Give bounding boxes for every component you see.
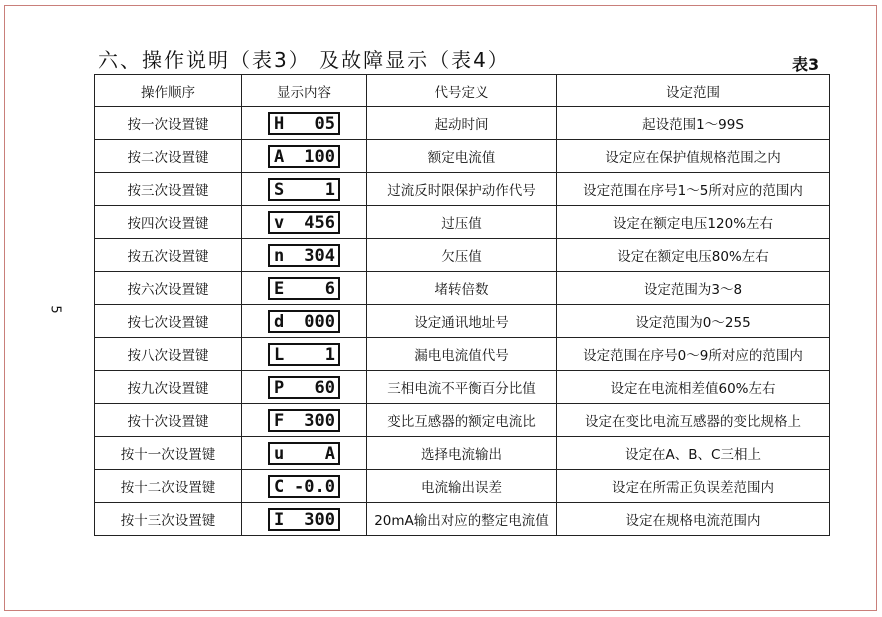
operation-cell: 按九次设置键 xyxy=(95,371,242,404)
display-cell xyxy=(242,305,367,338)
settings-table xyxy=(94,74,830,536)
range-cell: 设定范围为3～8 xyxy=(557,272,830,305)
lcd-display xyxy=(268,277,340,300)
range-cell: 设定在额定电压80%左右 xyxy=(557,239,830,272)
definition-cell: 堵转倍数 xyxy=(367,272,557,305)
operation-cell: 按十一次设置键 xyxy=(95,437,242,470)
lcd-value: 000 xyxy=(304,311,335,332)
lcd-code: u xyxy=(274,443,285,464)
definition-cell: 20mA输出对应的整定电流值 xyxy=(367,503,557,536)
lcd-value: 1 xyxy=(324,179,335,200)
operation-cell: 按十次设置键 xyxy=(95,404,242,437)
lcd-code: P xyxy=(274,377,285,398)
range-cell: 起设范围1～99S xyxy=(557,107,830,140)
lcd-value: 300 xyxy=(304,509,335,530)
display-cell xyxy=(242,437,367,470)
lcd-code: n xyxy=(274,245,285,266)
display-cell xyxy=(242,470,367,503)
definition-cell: 过流反时限保护动作代号 xyxy=(367,173,557,206)
header-operation: 操作顺序 xyxy=(95,75,242,107)
lcd-code: H xyxy=(274,113,285,134)
lcd-value: 05 xyxy=(314,113,335,134)
operation-cell: 按一次设置键 xyxy=(95,107,242,140)
range-cell: 设定范围在序号0～9所对应的范围内 xyxy=(557,338,830,371)
range-cell: 设定在所需正负误差范围内 xyxy=(557,470,830,503)
lcd-value: 300 xyxy=(304,410,335,431)
table-row xyxy=(95,173,830,206)
display-cell xyxy=(242,272,367,305)
table-row xyxy=(95,140,830,173)
lcd-display xyxy=(268,310,340,333)
lcd-display xyxy=(268,112,340,135)
definition-cell: 额定电流值 xyxy=(367,140,557,173)
lcd-value: 6 xyxy=(324,278,335,299)
page-number: 5 xyxy=(47,305,63,314)
lcd-display xyxy=(268,409,340,432)
operation-cell: 按十二次设置键 xyxy=(95,470,242,503)
definition-cell: 三相电流不平衡百分比值 xyxy=(367,371,557,404)
header-definition: 代号定义 xyxy=(367,75,557,107)
display-cell xyxy=(242,173,367,206)
operation-cell: 按二次设置键 xyxy=(95,140,242,173)
range-cell: 设定范围在序号1～5所对应的范围内 xyxy=(557,173,830,206)
table-row xyxy=(95,503,830,536)
header-display: 显示内容 xyxy=(242,75,367,107)
table-row xyxy=(95,272,830,305)
range-cell: 设定在电流相差值60%左右 xyxy=(557,371,830,404)
table-header-row xyxy=(95,75,830,107)
display-cell xyxy=(242,107,367,140)
table-row xyxy=(95,239,830,272)
lcd-display xyxy=(268,211,340,234)
range-cell: 设定应在保护值规格范围之内 xyxy=(557,140,830,173)
lcd-value: 456 xyxy=(304,212,335,233)
definition-cell: 过压值 xyxy=(367,206,557,239)
display-cell xyxy=(242,239,367,272)
lcd-code: L xyxy=(274,344,285,365)
lcd-display xyxy=(268,145,340,168)
lcd-value: 304 xyxy=(304,245,335,266)
lcd-code: C xyxy=(274,476,285,497)
definition-cell: 电流输出误差 xyxy=(367,470,557,503)
definition-cell: 欠压值 xyxy=(367,239,557,272)
display-cell xyxy=(242,140,367,173)
table-row xyxy=(95,338,830,371)
display-cell xyxy=(242,338,367,371)
lcd-code: F xyxy=(274,410,285,431)
display-cell xyxy=(242,503,367,536)
range-cell: 设定在规格电流范围内 xyxy=(557,503,830,536)
lcd-display xyxy=(268,475,340,498)
operation-cell: 按四次设置键 xyxy=(95,206,242,239)
table-row xyxy=(95,107,830,140)
definition-cell: 起动时间 xyxy=(367,107,557,140)
section-heading: 六、操作说明（表3） 及故障显示（表4） xyxy=(98,48,510,72)
lcd-display xyxy=(268,244,340,267)
lcd-display xyxy=(268,178,340,201)
range-cell: 设定在变比电流互感器的变比规格上 xyxy=(557,404,830,437)
table-row xyxy=(95,404,830,437)
table-row xyxy=(95,305,830,338)
table-row xyxy=(95,470,830,503)
lcd-value: 100 xyxy=(304,146,335,167)
lcd-code: E xyxy=(274,278,285,299)
definition-cell: 设定通讯地址号 xyxy=(367,305,557,338)
lcd-code: v xyxy=(274,212,285,233)
header-range: 设定范围 xyxy=(557,75,830,107)
operation-cell: 按八次设置键 xyxy=(95,338,242,371)
definition-cell: 漏电电流值代号 xyxy=(367,338,557,371)
display-cell xyxy=(242,371,367,404)
operation-cell: 按七次设置键 xyxy=(95,305,242,338)
definition-cell: 选择电流输出 xyxy=(367,437,557,470)
lcd-code: d xyxy=(274,311,285,332)
table-label: 表3 xyxy=(792,55,820,74)
range-cell: 设定在额定电压120%左右 xyxy=(557,206,830,239)
lcd-value: -0.0 xyxy=(294,476,335,497)
operation-cell: 按六次设置键 xyxy=(95,272,242,305)
lcd-code: I xyxy=(274,509,285,530)
display-cell xyxy=(242,404,367,437)
lcd-value: A xyxy=(324,443,335,464)
lcd-display xyxy=(268,376,340,399)
operation-cell: 按十三次设置键 xyxy=(95,503,242,536)
range-cell: 设定在A、B、C三相上 xyxy=(557,437,830,470)
display-cell xyxy=(242,206,367,239)
lcd-value: 1 xyxy=(324,344,335,365)
table-row xyxy=(95,437,830,470)
definition-cell: 变比互感器的额定电流比 xyxy=(367,404,557,437)
operation-cell: 按三次设置键 xyxy=(95,173,242,206)
lcd-value: 60 xyxy=(314,377,335,398)
lcd-display xyxy=(268,442,340,465)
lcd-display xyxy=(268,343,340,366)
lcd-code: A xyxy=(274,146,285,167)
range-cell: 设定范围为0～255 xyxy=(557,305,830,338)
table-row xyxy=(95,206,830,239)
table-row xyxy=(95,371,830,404)
lcd-code: S xyxy=(274,179,285,200)
operation-cell: 按五次设置键 xyxy=(95,239,242,272)
lcd-display xyxy=(268,508,340,531)
